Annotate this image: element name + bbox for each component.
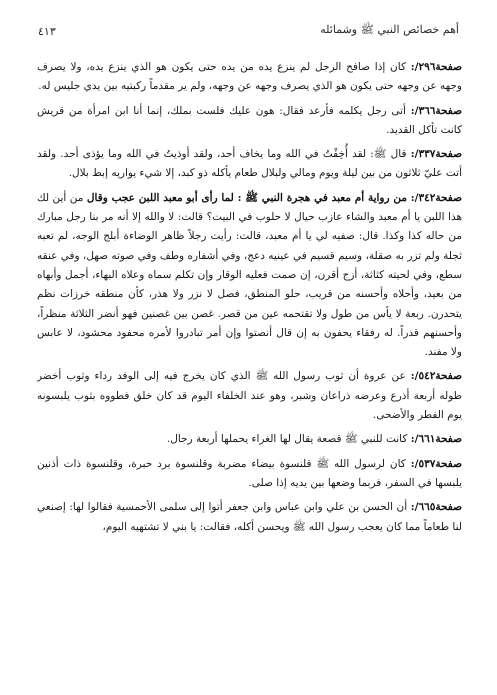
entry-text: قال ﷺ: لقد أُخِفْتُ في الله وما يخاف أحد، ولقد أوذيتُ في الله وما يؤذى أحد. ولقد أتت عليّ ثلاثون من بين ليلة ويوم ومالي ولبلال طعام يأكله ذو كبد، إلا شيء يواريه إبط بلال. <box>37 148 462 180</box>
entry-label: صفحة٣٣٧/: <box>410 148 462 161</box>
entry-text: كان إذا صافح الرجل لم ينزع يده من يده حتى يكون هو الذي ينزع يده، ولا يصرف وجهه عن وجهه حتى يكون هو الذي يصرف وجهه عن وجهه، ولم ير مقدماً ركبتيه بين يدي جليس له. <box>37 61 462 93</box>
paragraph-5 <box>37 367 462 425</box>
entry-label: صفحة٣٤٢/: من رواية أم معبد في هجرة النبي ﷺ : لما رأى أبو معبد اللبن عجب وقال <box>86 191 462 204</box>
paragraph-8 <box>37 498 462 537</box>
paragraph-1 <box>37 58 462 97</box>
page-header <box>38 20 459 42</box>
entry-text: كانت للنبي ﷺ قصعة يقال لها الغراء يحملها أربعة رجال. <box>166 433 411 446</box>
running-title: أهم خصائص النبي ﷺ وشمائله <box>320 23 459 36</box>
entry-label: صفحة٦٦١/: <box>410 433 462 446</box>
page-body <box>37 58 462 687</box>
entry-label: صفحة٥٣٧/: <box>410 457 462 470</box>
entry-label: صفحة٥٤٢/: <box>410 370 462 383</box>
paragraph-6 <box>37 430 462 449</box>
paragraph-4 <box>37 189 462 363</box>
entry-label: صفحة٦٦٥/: <box>410 501 462 514</box>
paragraph-2 <box>37 102 462 141</box>
paragraph-3 <box>37 145 462 184</box>
paragraph-7 <box>37 455 462 494</box>
entry-text: عن عروة أن ثوب رسول الله ﷺ الذي كان يخرج فيه إلى الوفد رداء وثوب أخضر طوله أربعة أذرع وعرضه ذراعان وشبر، وهو عند الخلفاء اليوم قد كان خلق فطووه بثوب يلبسونه يوم الفطر والأضحى. <box>37 370 462 422</box>
entry-text: أتى رجل يكلمه فأرعد فقال: هون عليك فلست بملك، إنما أنا ابن امرأة من قريش كانت تأكل القديد. <box>37 104 462 136</box>
entry-text: أن الحسن بن علي وابن عباس وابن جعفر أتوا إلى سلمى الأحمسية فقالوا لها: إصنعي لنا طعاماً مما كان يعجب رسول الله ﷺ ويحسن أكله، فقالت: يا بني لا تشتهيه اليوم، <box>37 501 462 533</box>
entry-label: صفحة٢٩٦/: <box>410 61 462 73</box>
entry-text: من أين لك هذا اللبن يا أم معبد والشاء عازب حيال لا حلوب في البيت؟ قالت: لا والله إلا أنه مر بنا رجل مبارك من حاله كذا وكذا. قال: صفيه لي يا أم معبد، قالت: رأيت رجلاً ظاهر الوضاءة أبلج الوجه، لم تعبه ثجلة ولم تزر به صقلة، وسيم قسيم في عينيه دعج، وفي أشفاره وطف وفي صوته صهل، وفي عنقه سطع، وفي لحيته كثاثة، أزج أقرن، إن صمت فعليه الوقار وإن تكلم سماه وعلاه البهاء، أجمل وأبهاه من بعيد، وأحلاه وأحسنه من قريب، حلو المنطق، فصل لا نزر ولا هذر، كأن منطقه خرزات نظم يتحدرن. ربعة لا يأس من طول ولا تقتحمه عين من قصر. غصن بين غصنين فهو أنضر الثلاثة منظراً، وأحسنهم قدراً. له رفقاء يحفون به إن قال أنصتوا وإن أمر تبادروا لأمره محفود محشود، لا عابس ولا مفند. <box>37 191 462 359</box>
page-number: ٤١٣ <box>38 24 56 38</box>
entry-text: كان لرسول الله ﷺ قلنسوة بيضاء مضربة وقلنسوة برد حبرة، وقلنسوة ذات أذنين يلبسها في السفر، فربما وضعها بين يديه إذا صلى. <box>37 457 462 489</box>
entry-label: صفحة٣٦٦/: <box>410 104 462 117</box>
